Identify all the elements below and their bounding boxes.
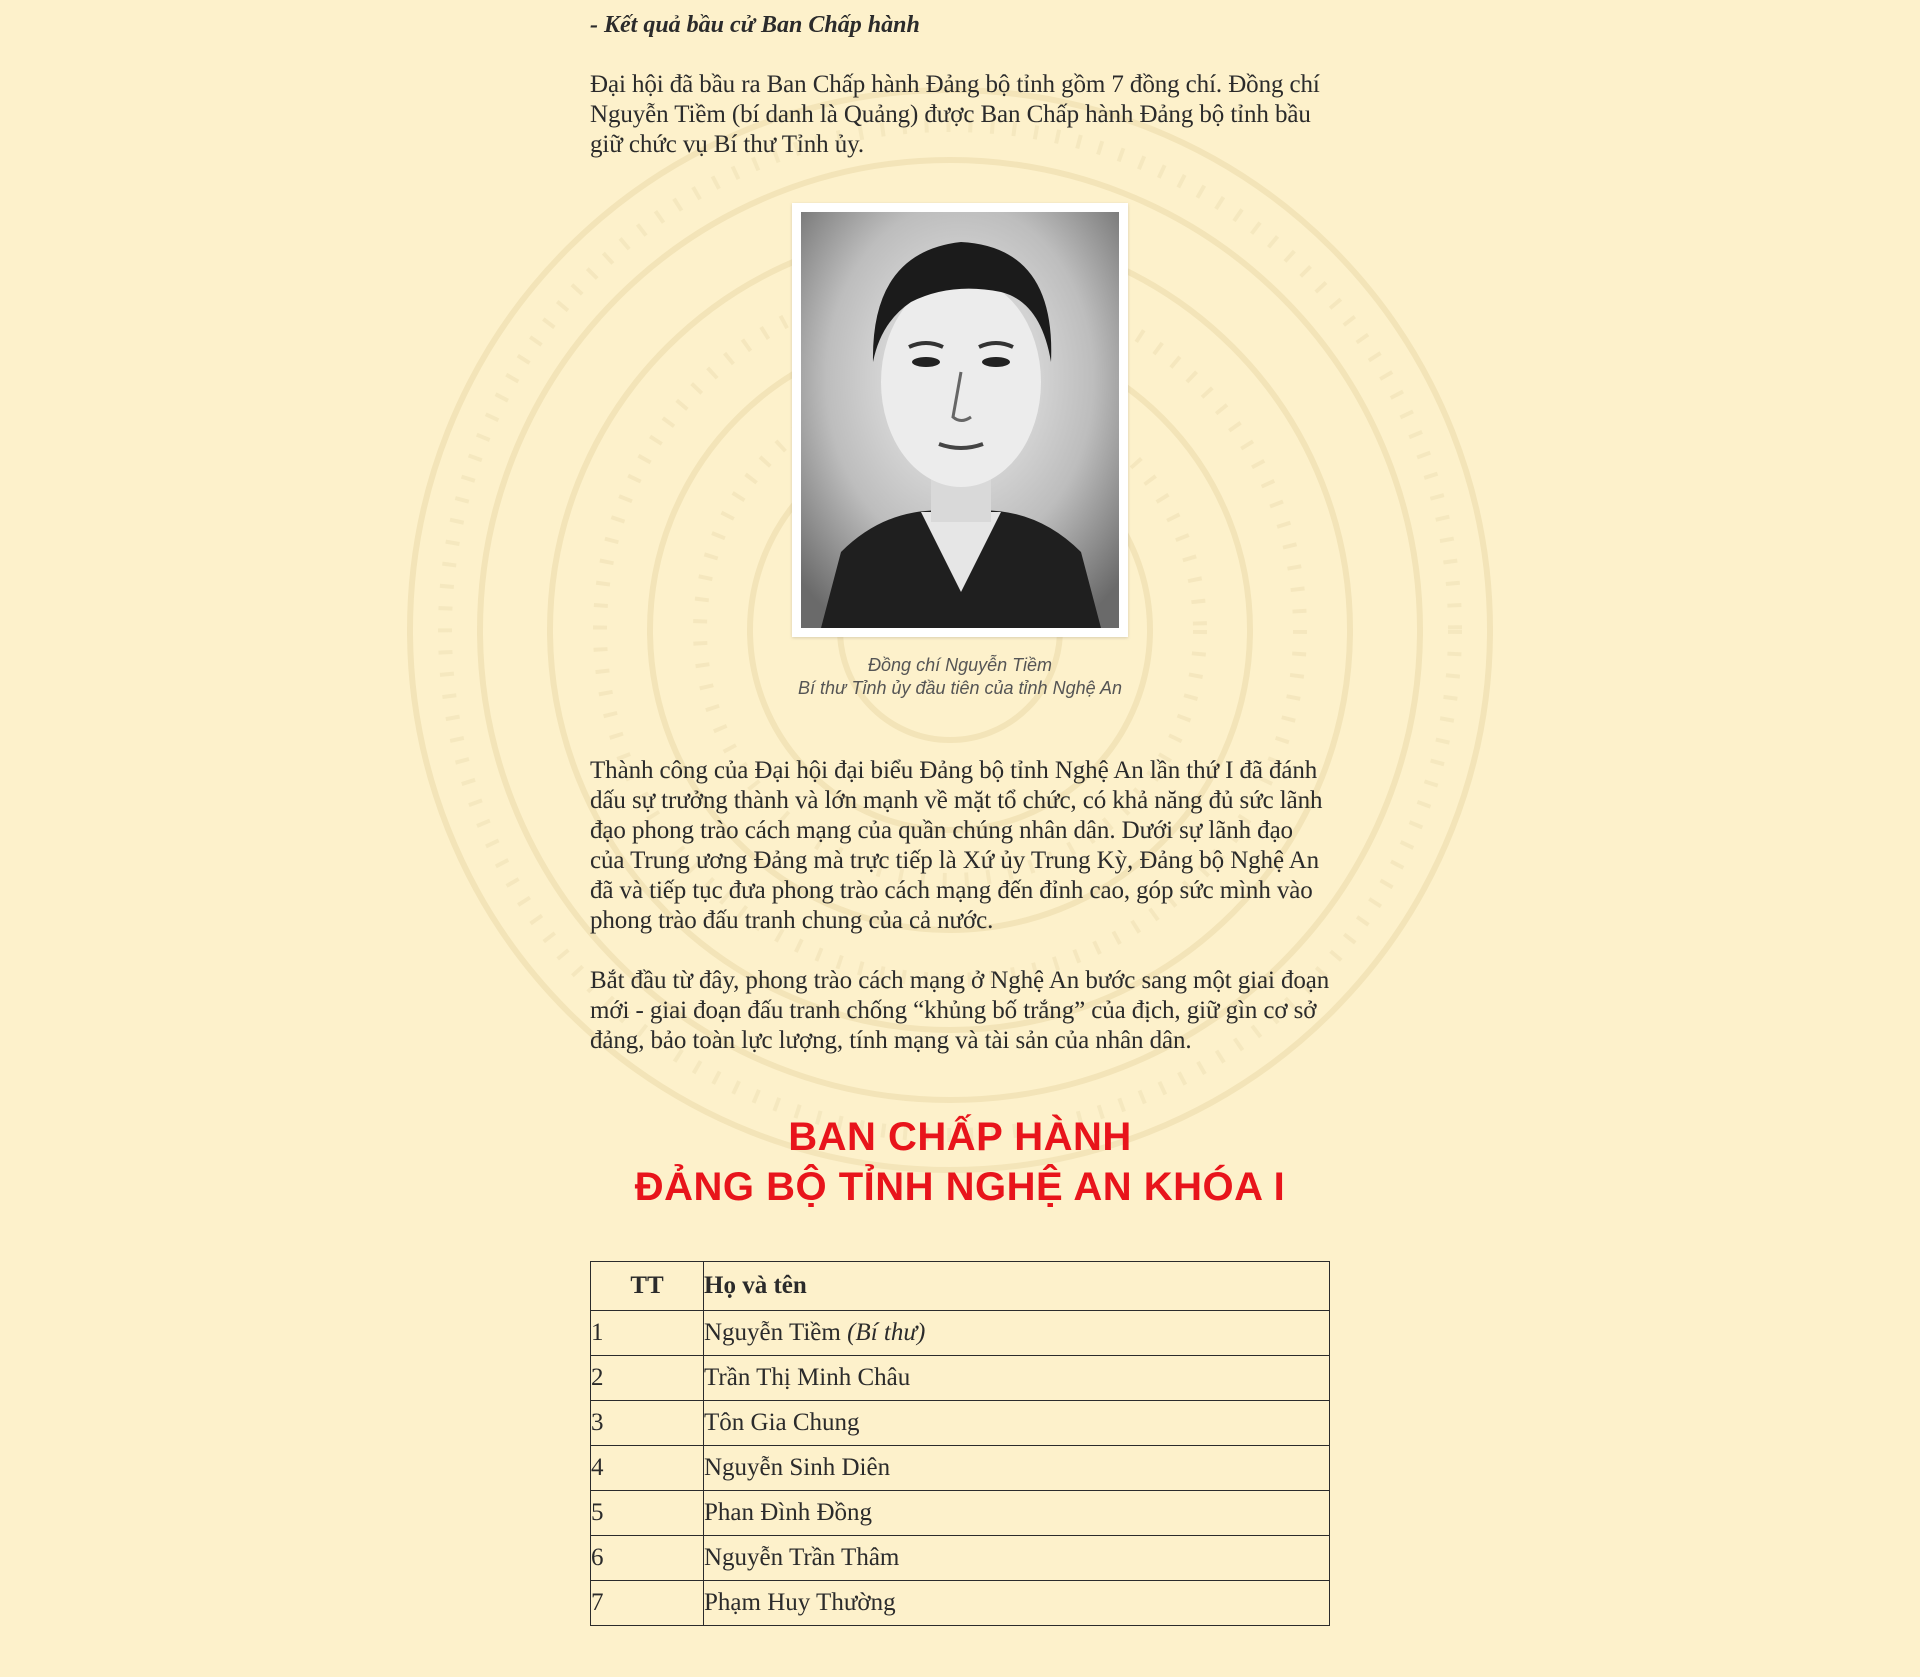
header-name: Họ và tên: [704, 1262, 1330, 1311]
member-name: Nguyễn Sinh Diên: [704, 1446, 1330, 1491]
portrait-photo: [801, 212, 1119, 628]
article-content: [590, 0, 1330, 1626]
row-number: 1: [591, 1311, 704, 1356]
photo-caption: [590, 654, 1330, 700]
table-header-row: [591, 1262, 1330, 1311]
table-row: [591, 1311, 1330, 1356]
paragraph-new-phase: Bắt đầu từ đây, phong trào cách mạng ở Nghệ An bước sang một giai đoạn mới - giai đoạn đấu tranh chống “khủng bố trắng” của địch, giữ gìn cơ sở đảng, bảo toàn lực lượng, tính mạng và tài sản của nhân dân.: [590, 967, 1330, 1054]
member-name: Trần Thị Minh Châu: [704, 1356, 1330, 1401]
row-number: 4: [591, 1446, 704, 1491]
table-row: [591, 1491, 1330, 1536]
row-number: 3: [591, 1401, 704, 1446]
paragraph-congress-success: Thành công của Đại hội đại biểu Đảng bộ tỉnh Nghệ An lần thứ I đã đánh dấu sự trưởng thành và lớn mạnh về mặt tổ chức, có khả năng đủ sức lãnh đạo phong trào cách mạng của quần chúng nhân dân. Dưới sự lãnh đạo của Trung ương Đảng mà trực tiếp là Xứ ủy Trung Kỳ, Đảng bộ Nghệ An đã và tiếp tục đưa phong trào cách mạng đến đỉnh cao, góp sức mình vào phong trào đấu tranh chung của cả nước.: [590, 757, 1323, 934]
member-role-note: (Bí thư): [847, 1319, 926, 1346]
member-name-cell: [704, 1311, 1330, 1356]
caption-line-1: Đồng chí Nguyễn Tiềm: [868, 655, 1052, 675]
member-name: Nguyễn Tiềm: [704, 1319, 841, 1346]
section-heading: - Kết quả bầu cử Ban Chấp hành: [590, 12, 920, 38]
row-number: 5: [591, 1491, 704, 1536]
title-line-1: BAN CHẤP HÀNH: [788, 1115, 1132, 1159]
table-row: [591, 1581, 1330, 1626]
table-row: [591, 1536, 1330, 1581]
member-name: Tôn Gia Chung: [704, 1401, 1330, 1446]
header-tt: TT: [591, 1262, 704, 1311]
row-number: 6: [591, 1536, 704, 1581]
committee-title: [590, 1112, 1330, 1212]
paragraph-election-result: Đại hội đã bầu ra Ban Chấp hành Đảng bộ tỉnh gồm 7 đồng chí. Đồng chí Nguyễn Tiềm (bí danh là Quảng) được Ban Chấp hành Đảng bộ tỉnh bầu giữ chức vụ Bí thư Tỉnh ủy.: [590, 71, 1320, 158]
portrait-figure: [590, 203, 1330, 700]
table-row: [591, 1401, 1330, 1446]
table-row: [591, 1446, 1330, 1491]
member-name: Phạm Huy Thường: [704, 1581, 1330, 1626]
row-number: 7: [591, 1581, 704, 1626]
photo-frame: [792, 203, 1128, 637]
committee-members-table: [590, 1261, 1330, 1626]
member-name: Nguyễn Trần Thâm: [704, 1536, 1330, 1581]
title-line-2: ĐẢNG BỘ TỈNH NGHỆ AN KHÓA I: [634, 1165, 1286, 1209]
caption-line-2: Bí thư Tỉnh ủy đầu tiên của tỉnh Nghệ An: [798, 678, 1122, 698]
row-number: 2: [591, 1356, 704, 1401]
table-row: [591, 1356, 1330, 1401]
member-name: Phan Đình Đồng: [704, 1491, 1330, 1536]
